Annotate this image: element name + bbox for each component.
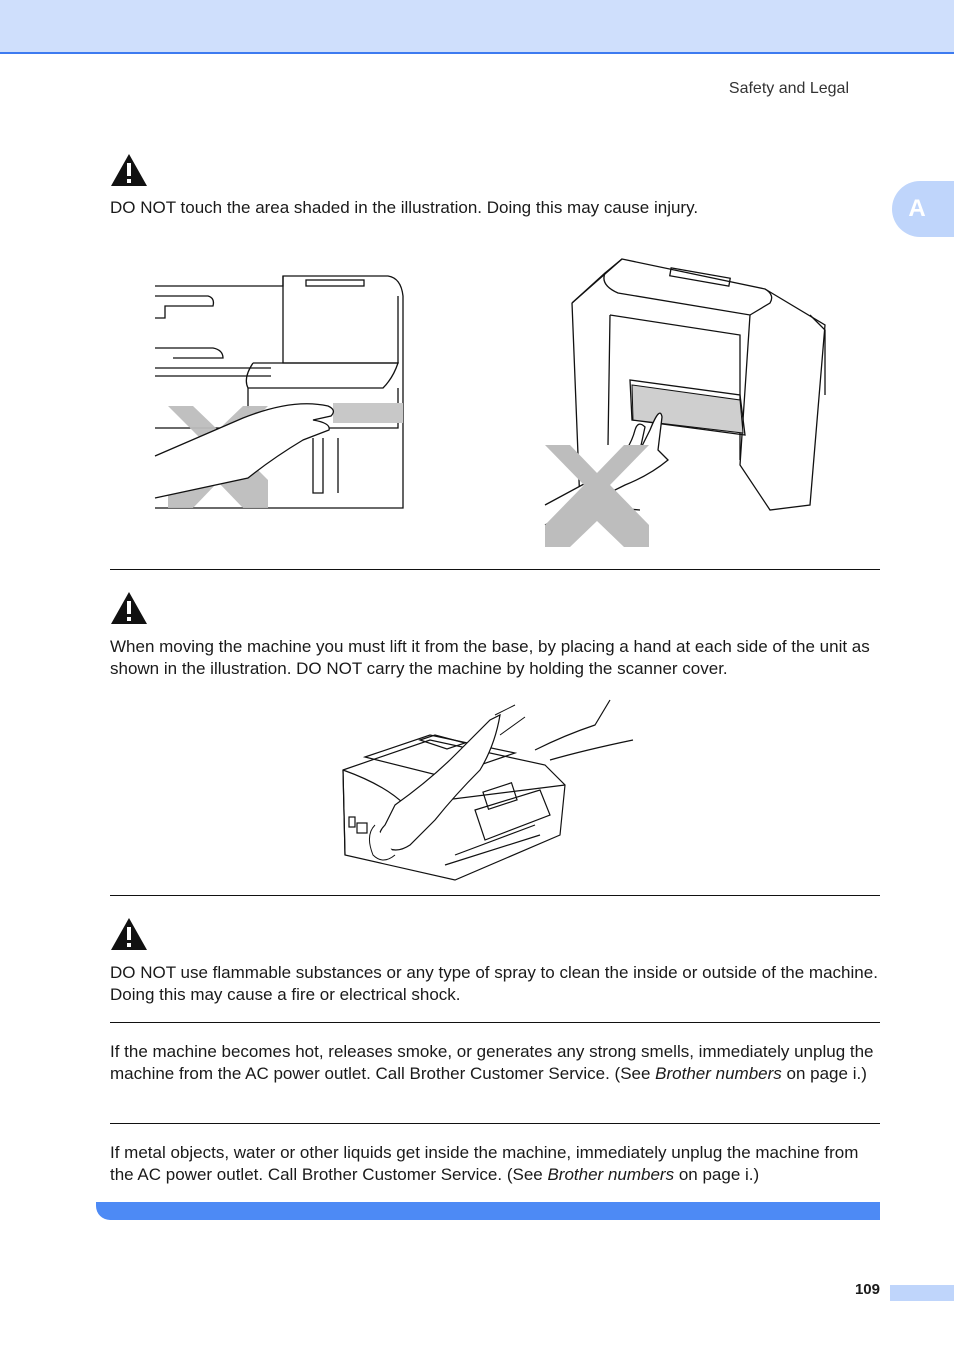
warning-text-liquids	[110, 1142, 880, 1186]
warning-text-moving: When moving the machine you must lift it from the base, by placing a hand at each side of the unit as shown in the illustration. DO NOT carry the machine by holding the scanner cover.	[110, 637, 870, 678]
section-divider	[110, 1022, 880, 1023]
running-head: Safety and Legal	[728, 80, 849, 97]
warning-text-touch: DO NOT touch the area shaded in the illustration. Doing this may cause injury.	[110, 198, 699, 217]
section-divider	[110, 895, 880, 896]
page-tab	[890, 1285, 954, 1301]
warning-triangle-icon	[110, 917, 148, 951]
warning-triangle-icon	[110, 591, 148, 625]
text-span: on page i.)	[781, 1064, 867, 1083]
section-end-bar	[96, 1202, 880, 1220]
cross-reference: Brother numbers	[547, 1165, 675, 1184]
section-divider	[110, 1123, 880, 1124]
warning-text-flammable: DO NOT use flammable substances or any type of spray to clean the inside or outside of the machine. Doing this may cause a fire or electrical shock.	[110, 963, 878, 1004]
warning-triangle-icon	[110, 153, 148, 187]
warning-text-hot	[110, 1041, 880, 1085]
chapter-letter: A	[908, 195, 926, 222]
illustration-scanner-hand	[153, 268, 408, 513]
text-span: If metal objects, water or other liquids get inside the machine, immediately unplug the machine from the AC power outlet. Call Brother Customer Service. (See	[110, 1143, 859, 1184]
cross-reference: Brother numbers	[655, 1064, 782, 1083]
chapter-tab	[892, 181, 954, 237]
section-divider	[110, 569, 880, 570]
illustration-lifting-machine	[335, 695, 635, 883]
illustration-inside-finger	[540, 255, 830, 550]
header-band	[0, 0, 954, 54]
text-span: on page i.)	[674, 1165, 760, 1184]
text-span: If the machine becomes hot, releases smoke, or generates any strong smells, immediately unplug the machine from the AC power outlet. Call Brother Customer Service. (See	[110, 1042, 874, 1083]
page-number: 109	[854, 1281, 880, 1298]
